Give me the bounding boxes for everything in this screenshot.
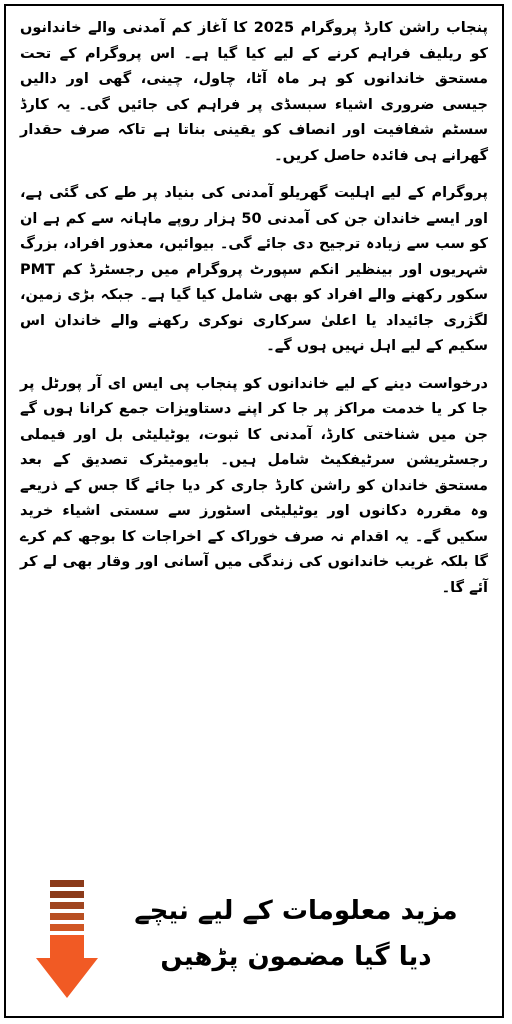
article-frame	[4, 4, 504, 1018]
paragraph-intro: پنجاب راشن کارڈ پروگرام 2025 کا آغاز کم آمدنی والے خاندانوں کو ریلیف فراہم کرنے کے لیے کیا گیا ہے۔ اس پروگرام کے تحت مستحق خاندانوں کو ہر ماہ آٹا، چاول، چینی، گھی اور دالیں جیسی ضروری اشیاء سبسڈی پر فراہم کی جائیں گی۔ یہ کارڈ سسٹم شفافیت اور انصاف کو یقینی بناتا ہے تاکہ صرف حقدار گھرانے ہی فائدہ حاصل کریں۔	[20, 20, 488, 164]
paragraph-eligibility: پروگرام کے لیے اہلیت گھریلو آمدنی کی بنیاد پر طے کی گئی ہے، اور ایسے خاندان جن کی آمدنی 50 ہزار روپے ماہانہ سے کم ہے ان کو سب سے زیادہ ترجیح دی جائے گی۔ بیوائیں، معذور افراد، بزرگ شہریوں اور بینظیر انکم سپورٹ پروگرام میں رجسٹرڈ کم PMT سکور رکھنے والے افراد کو بھی شامل کیا گیا ہے۔ جبکہ بڑی زمین، لگژری جائیداد یا اعلیٰ سرکاری نوکری رکھنے والے خاندان اس سکیم کے لیے اہل نہیں ہوں گے۔	[20, 185, 489, 354]
read-more-text	[106, 888, 486, 980]
read-more-banner	[16, 880, 492, 1000]
arrow-stripe	[50, 902, 84, 909]
arrow-stripe	[50, 880, 84, 887]
arrow-head	[36, 935, 98, 998]
read-more-line-1: مزید معلومات کے لیے نیچے	[134, 896, 458, 926]
arrow-stripe	[50, 891, 84, 898]
paragraph-application: درخواست دینے کے لیے خاندانوں کو پنجاب پی ایس ای آر پورٹل پر جا کر یا خدمت مراکز پر جا کر اپنے دستاویزات جمع کرانا ہوں گے جن میں شناختی کارڈ، آمدنی کا ثبوت، یوٹیلیٹی بل اور فیملی رجسٹریشن سرٹیفکیٹ شامل ہیں۔ بایومیٹرک تصدیق کے بعد مستحق خاندان کو راشن کارڈ جاری کر دیا جائے گا جس کے ذریعے وہ مقررہ دکانوں اور یوٹیلیٹی اسٹورز سے سستی اشیاء خرید سکیں گے۔ یہ اقدام نہ صرف خوراک کے اخراجات کا بوجھ کم کرے گا بلکہ غریب خاندانوں کی زندگی میں آسانی اور وقار بھی لے کر آئے گا۔	[20, 375, 488, 596]
down-arrow-icon	[36, 880, 98, 1000]
arrow-stripe	[50, 924, 84, 931]
read-more-line-2: دیا گیا مضمون پڑھیں	[160, 942, 432, 972]
article-body	[20, 16, 488, 613]
arrow-stripe	[50, 913, 84, 920]
